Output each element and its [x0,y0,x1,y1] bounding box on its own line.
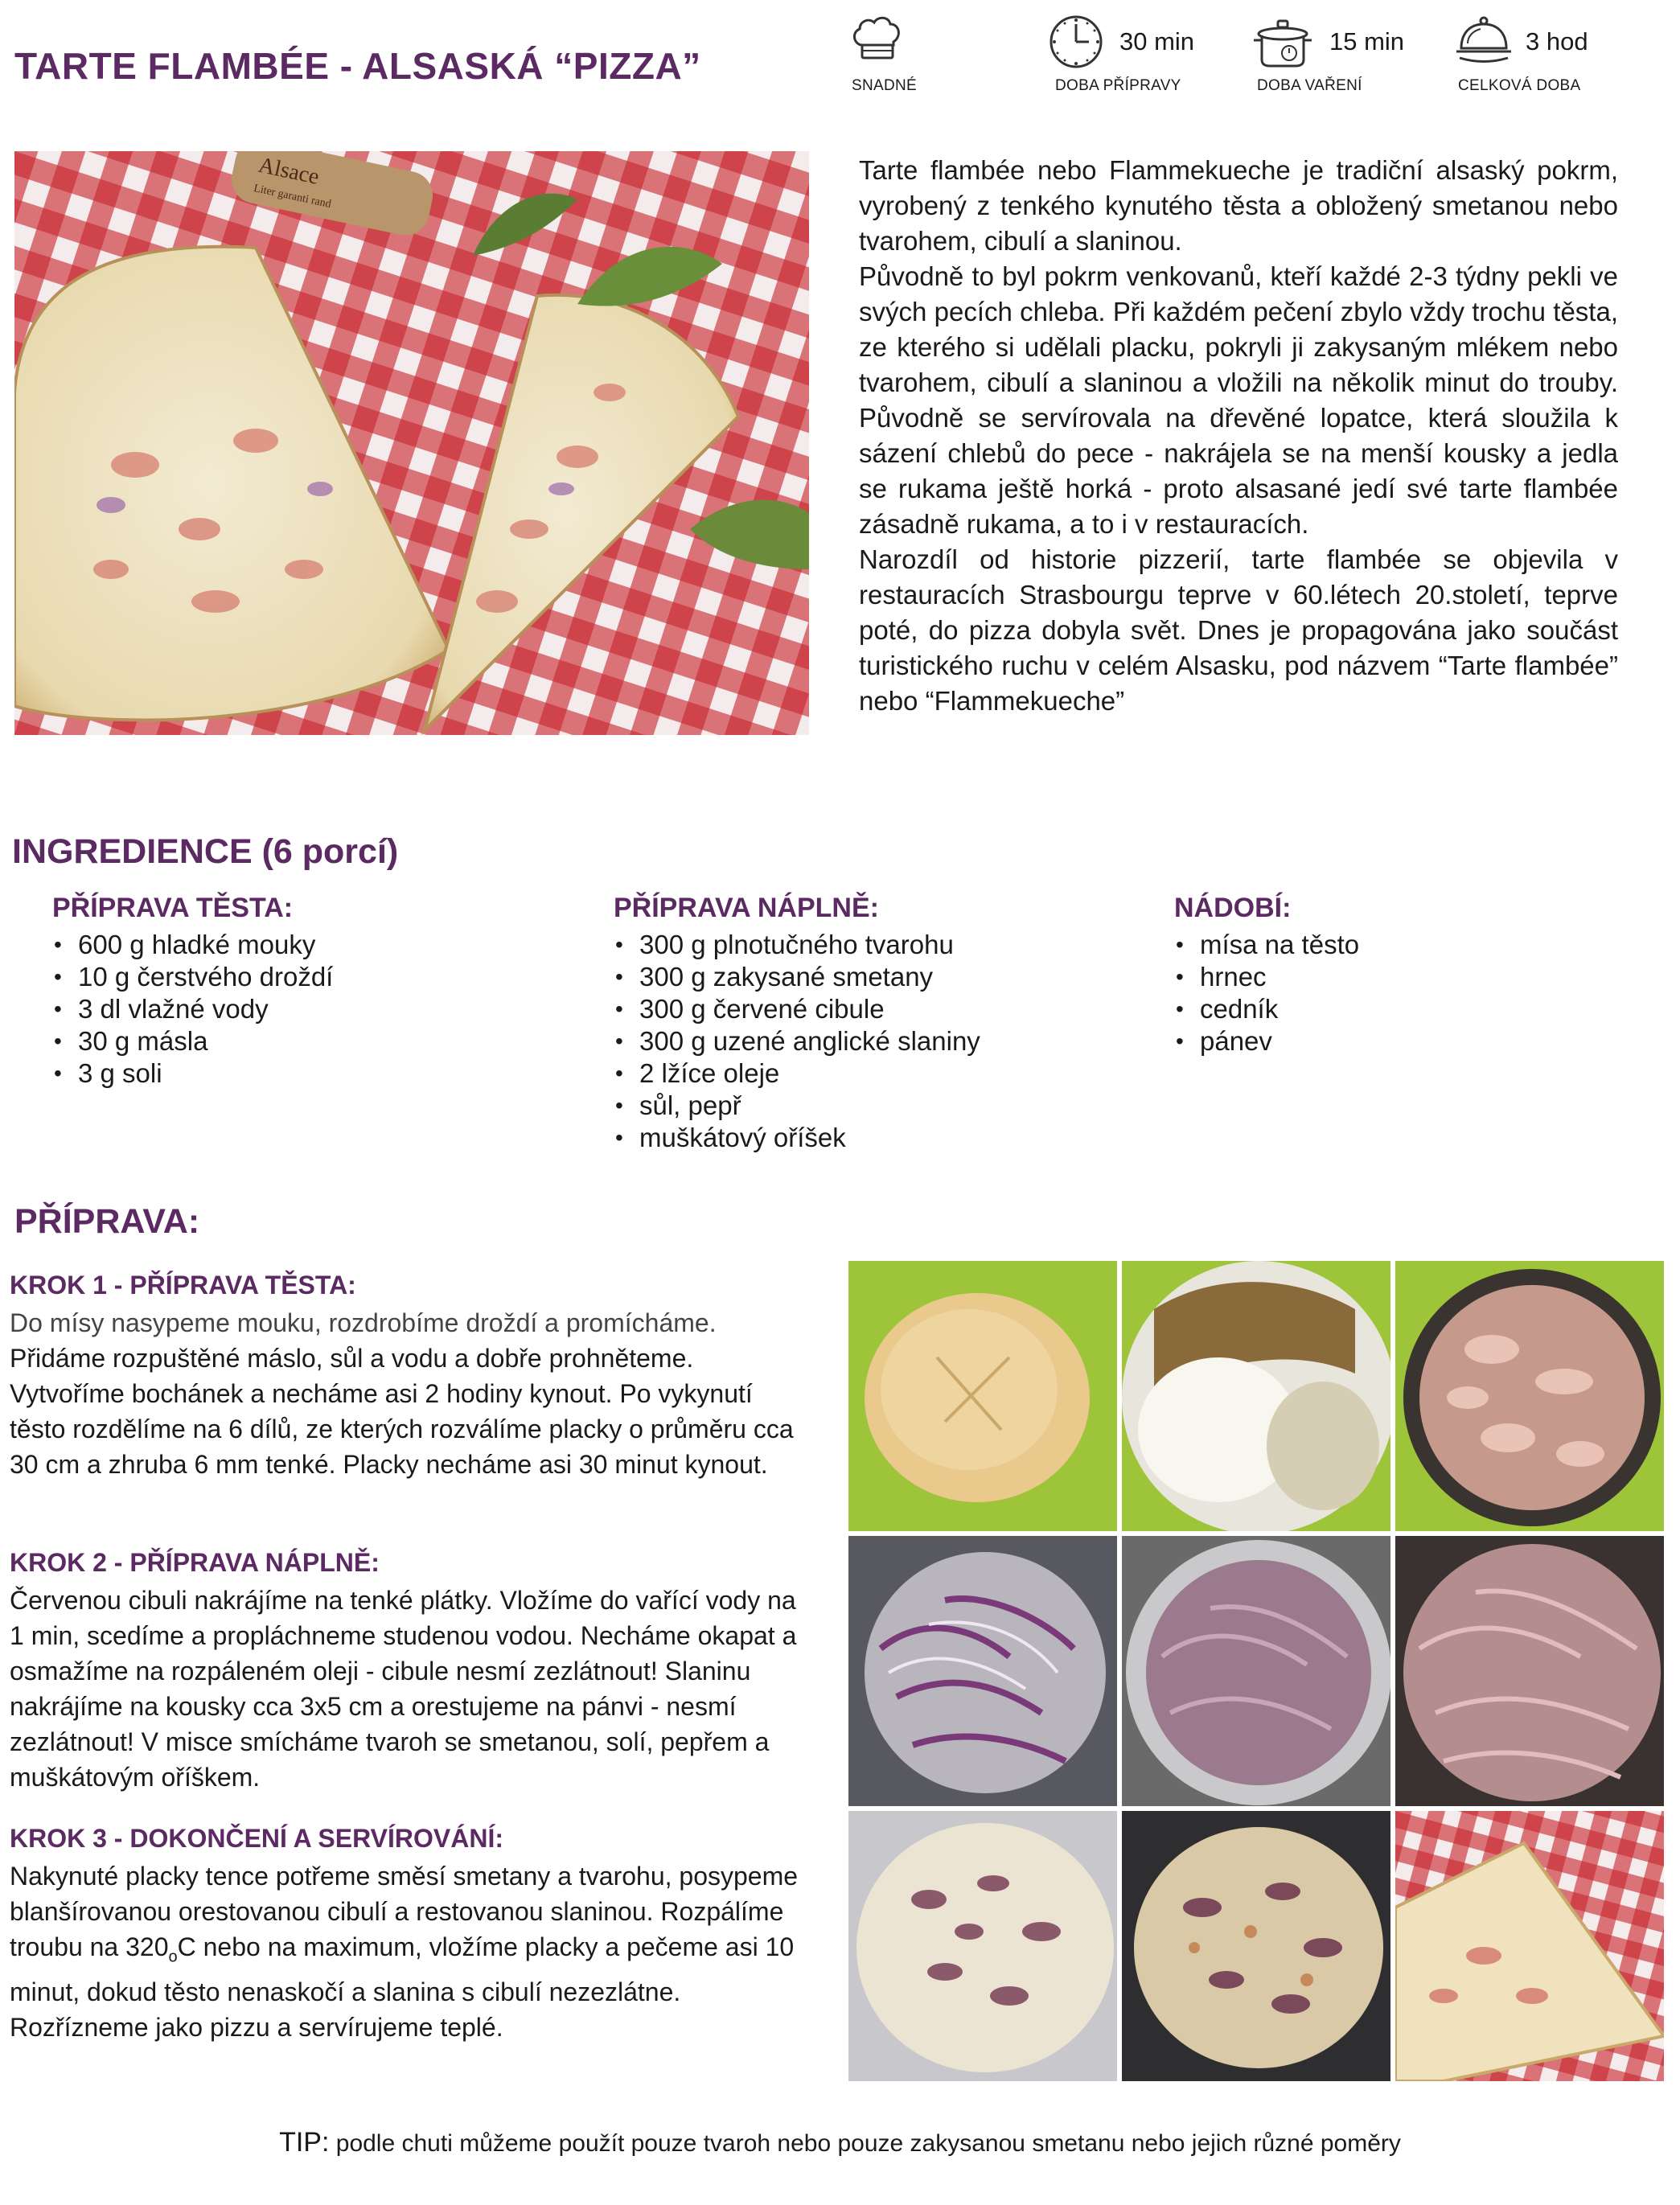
ingredients-heading: INGREDIENCE (6 porcí) [12,832,399,871]
list-item: • 3 g soli [52,1057,333,1090]
cream-spices-photo [1122,1261,1390,1531]
intro-paragraph: Narozdíl od historie pizzerií, tarte flambée se objevila v restauracích Strasbourgu teprve v 60.létech 20.století, teprve poté, do pizza dobyla svět. Dnes je propagována jako součást turistického ruchu v celém Alsasku, pod názvem “Tarte flambée” nebo “Flammekueche” [859,544,1618,716]
tip-label: TIP: [279,2127,330,2158]
chef-hat-icon [850,13,903,66]
served-slice-photo [1395,1811,1664,2081]
prep-time-info [1047,10,1232,98]
column-title: NÁDOBÍ: [1174,893,1292,923]
list-item: • cedník [1174,993,1359,1025]
list-item: • 300 g červené cibule [614,993,980,1025]
step-3 [10,1824,814,2045]
step-text-part: Nakynuté placky tence potřeme směsí smetany a tvarohu, posypeme blanšírovanou orestovanou cibulí a restovanou slaninou. Rozpálíme troubu na 320 [10,1862,799,1961]
list-item: • 3 dl vlažné vody [52,993,333,1025]
intro-paragraph: Původně to byl pokrm venkovanů, kteří každé 2-3 týdny pekli ve svých pecích chleba. Při každém pečení zbylo vždy trochu těsta, ze kterého si udělali placku, pokryli ji zakysaným mlékem nebo tvarohem, cibulí a slaninou a vložili na několik minut do trouby. Původně se servírovala na dřevěné lopatce, která sloužila k sázení chlebů do pece - nakrájela se na menší kousky a jedla se rukama ještě horká - proto alsasané jedí své tarte flambée zásadně rukama, a to i v restauracích. [859,261,1618,539]
column-title: PŘÍPRAVA TĚSTA: [52,893,294,923]
list-item: • 600 g hladké mouky [52,929,333,961]
step-text [10,1858,814,2045]
cook-time-label: DOBA VAŘENÍ [1257,77,1362,94]
cork-small-label: Liter garanti rand [253,182,332,211]
step-text: Červenou cibuli nakrájíme na tenké plátky. Vložíme do vařící vody na 1 min, scedíme a propláchneme studenou vodou. Necháme okapat a osmažíme na rozpáleném oleji - cibule nesmí zezlátnout! Slaninu nakrájíme na kousky cca 3x5 cm a orestujeme na pánvi - nesmí zezlátnout! V misce smícháme tvaroh se smetanou, solí, pepřem a muškátovým oříškem. [10,1586,797,1792]
dough-ball-photo [848,1261,1117,1531]
step-title: KROK 3 - DOKONČENÍ A SERVÍROVÁNÍ: [10,1824,503,1853]
list-item: • pánev [1174,1025,1359,1057]
step-text-rest: Přidáme rozpuštěné máslo, sůl a vodu a dobře prohněteme. Vytvoříme bochánek a necháme asi 2 hodiny kynout. Po vykynutí těsto rozdělíme na 6 dílů, ze kterých rozválíme placky o průměru cca 30 cm a zhruba 6 mm tenké. Placky necháme asi 30 minut kynout. [10,1344,794,1479]
equipment-list [1174,893,1359,1057]
cook-time-info [1251,10,1436,98]
prep-time-value: 30 min [1119,27,1195,55]
tip-text: podle chuti můžeme použít pouze tvaroh nebo pouze zakysanou smetanu nebo jejich různé poměry [329,2130,1401,2157]
dough-ingredients [52,893,333,1090]
intro-text [859,153,1618,719]
list-item: • muškátový oříšek [614,1122,980,1154]
prep-time-label: DOBA PŘÍPRAVY [1055,77,1181,94]
difficulty-info [848,10,945,98]
list-item: • sůl, pepř [614,1090,980,1122]
tip-note [0,2127,1680,2158]
hero-photo [14,151,809,735]
list-item: • 300 g zakysané smetany [614,961,980,993]
step-title: KROK 1 - PŘÍPRAVA TĚSTA: [10,1271,356,1300]
list-item: • 300 g uzené anglické slaniny [614,1025,980,1057]
process-photo-grid [848,1261,1664,2081]
fried-bacon-photo [1395,1261,1664,1531]
serving-cloche-icon [1452,13,1516,71]
list-item: • 2 lžíce oleje [614,1057,980,1090]
total-time-info [1452,10,1637,98]
step-text-part: C nebo na maximum, vložíme placky a pečeme asi 10 minut, dokud těsto nenaskočí a slanina s cibulí nezezlátne. Rozřízneme jako pizzu a servírujeme teplé. [10,1932,795,2043]
column-title: PŘÍPRAVA NÁPLNĚ: [614,893,879,923]
fried-onion-photo [1395,1536,1664,1806]
topped-flatbread-photo [848,1811,1117,2081]
step-text [10,1305,814,1482]
list-item: • 30 g másla [52,1025,333,1057]
list-item: • 10 g čerstvého droždí [52,961,333,993]
difficulty-label: SNADNÉ [852,77,917,94]
drained-onion-photo [1122,1536,1390,1806]
list-item: • mísa na těsto [1174,929,1359,961]
total-time-value: 3 hod [1526,27,1588,55]
filling-ingredients [614,893,980,1154]
total-time-label: CELKOVÁ DOBA [1458,77,1581,94]
list-item: • hrnec [1174,961,1359,993]
raw-onion-photo [848,1536,1117,1806]
intro-paragraph: Tarte flambée nebo Flammekueche je tradiční alsaský pokrm, vyrobený z tenkého kynutého těsta a obložený smetanou nebo tvarohem, cibulí a slaninou. [859,155,1618,256]
page-title: TARTE FLAMBÉE - ALSASKÁ “PIZZA” [14,45,701,87]
baked-flatbread-photo [1122,1811,1390,2081]
step-title: KROK 2 - PŘÍPRAVA NÁPLNĚ: [10,1548,380,1577]
cooking-pot-icon [1251,13,1315,71]
degree-sub: o [168,1948,178,1966]
step-text-lead: Do mísy nasypeme mouku, rozdrobíme droždí a promícháme. [10,1308,717,1337]
clock-icon [1047,13,1105,71]
preparation-heading: PŘÍPRAVA: [14,1202,200,1241]
step-1 [10,1271,814,1482]
list-item: • 300 g plnotučného tvarohu [614,929,980,961]
cook-time-value: 15 min [1329,27,1405,55]
cork-label: Alsace [256,152,322,190]
step-2 [10,1548,814,1795]
